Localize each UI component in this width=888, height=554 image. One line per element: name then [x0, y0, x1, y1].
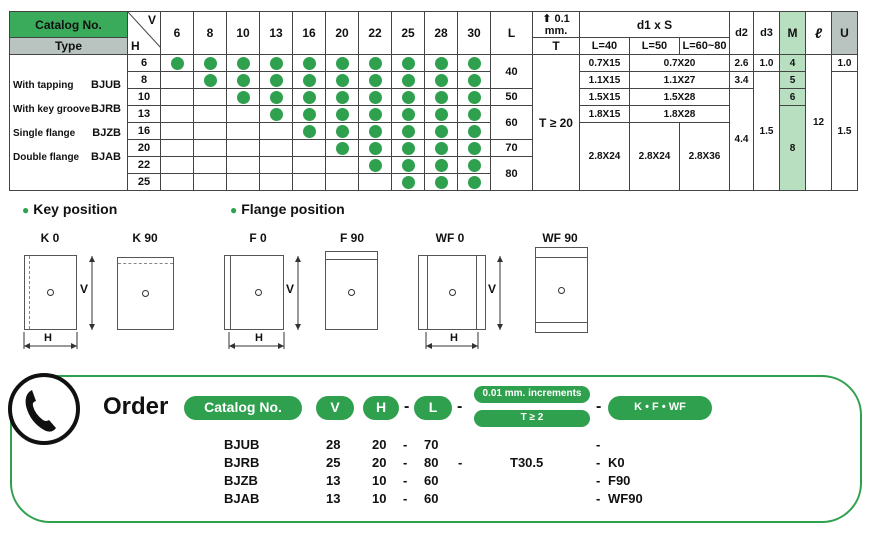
availability-cell: [326, 72, 359, 89]
u-value: 1.5: [832, 72, 858, 191]
available-dot-icon: [435, 125, 448, 138]
spec-table: [9, 11, 858, 191]
dimension-lines-f0: [224, 250, 314, 350]
type-row: [13, 97, 127, 121]
m-value: 6: [780, 89, 806, 106]
available-dot-icon: [303, 57, 316, 70]
hole-icon: [348, 289, 355, 296]
available-dot-icon: [303, 108, 316, 121]
availability-cell: [359, 55, 392, 72]
availability-cell: [293, 89, 326, 106]
label-f90: F 90: [339, 231, 364, 245]
available-dot-icon: [336, 125, 349, 138]
available-dot-icon: [204, 74, 217, 87]
l2-header: ℓ: [806, 12, 832, 55]
d1s-l50-80: 1.5X28: [630, 89, 730, 106]
u-header: U: [832, 12, 858, 55]
availability-cell: [425, 123, 458, 140]
order-t: T30.5: [510, 455, 544, 470]
availability-cell: [392, 140, 425, 157]
availability-cell: [161, 106, 194, 123]
v-col-header: 13: [260, 12, 293, 55]
availability-cell: [293, 123, 326, 140]
available-dot-icon: [369, 74, 382, 87]
pill-increments: 0.01 mm. increments: [474, 386, 590, 403]
dim-v-label: V: [286, 282, 295, 296]
availability-cell: [260, 89, 293, 106]
order-code: BJZB: [224, 473, 258, 488]
d2-value: 2.6: [730, 55, 754, 72]
availability-cell: [161, 174, 194, 191]
availability-cell: [227, 140, 260, 157]
hole-icon: [558, 287, 565, 294]
triangle-up-icon: ⬆: [542, 13, 552, 25]
available-dot-icon: [402, 159, 415, 172]
d3-value: 1.5: [754, 72, 780, 191]
availability-cell: [458, 140, 491, 157]
available-dot-icon: [270, 57, 283, 70]
availability-cell: [326, 140, 359, 157]
availability-cell: [293, 55, 326, 72]
dim-h-label: H: [255, 332, 263, 344]
availability-cell: [260, 72, 293, 89]
label-wf0: WF 0: [435, 231, 465, 245]
availability-cell: [194, 89, 227, 106]
label-wf90: WF 90: [542, 231, 578, 245]
d1s-col-header: L=40: [580, 38, 630, 55]
availability-cell: [293, 72, 326, 89]
availability-cell: [260, 106, 293, 123]
h-row-header: 16: [128, 123, 161, 140]
available-dot-icon: [468, 91, 481, 104]
availability-cell: [194, 140, 227, 157]
availability-cell: [293, 174, 326, 191]
available-dot-icon: [237, 91, 250, 104]
availability-cell: [458, 174, 491, 191]
l-value: 50: [491, 89, 533, 106]
availability-cell: [161, 89, 194, 106]
separator-dash: -: [403, 455, 408, 470]
order-position: K0: [608, 455, 625, 470]
v-col-header: 8: [194, 12, 227, 55]
dim-v-label: V: [80, 282, 89, 296]
available-dot-icon: [468, 57, 481, 70]
available-dot-icon: [237, 57, 250, 70]
availability-cell: [425, 89, 458, 106]
pill-h: H: [363, 396, 399, 420]
type-row: [13, 121, 127, 145]
available-dot-icon: [435, 159, 448, 172]
availability-cell: [161, 157, 194, 174]
availability-cell: [359, 174, 392, 191]
available-dot-icon: [402, 142, 415, 155]
l-value: 80: [491, 157, 533, 191]
availability-cell: [392, 89, 425, 106]
order-h: 20: [372, 455, 387, 470]
availability-cell: [458, 123, 491, 140]
bullet-icon: ●: [22, 203, 30, 217]
availability-cell: [161, 72, 194, 89]
d1s-l60-large: 2.8X36: [680, 123, 730, 191]
availability-cell: [458, 157, 491, 174]
h-label: H: [131, 39, 140, 53]
d3-header: d3: [754, 12, 780, 55]
pill-t: T ≥ 2: [474, 410, 590, 427]
h-row-header: 6: [128, 55, 161, 72]
m-header: M: [780, 12, 806, 55]
phone-icon: [5, 370, 83, 448]
availability-cell: [359, 140, 392, 157]
order-h: 20: [372, 437, 387, 452]
d1s-l40: 1.5X15: [580, 89, 630, 106]
d1s-l50-large: 2.8X24: [630, 123, 680, 191]
bullet-icon: ●: [230, 203, 238, 217]
available-dot-icon: [369, 159, 382, 172]
pill-l: L: [414, 396, 452, 420]
order-code: BJRB: [224, 455, 260, 470]
available-dot-icon: [435, 74, 448, 87]
availability-cell: [392, 55, 425, 72]
available-dot-icon: [204, 57, 217, 70]
availability-cell: [359, 89, 392, 106]
d1s-l40: 1.1X15: [580, 72, 630, 89]
available-dot-icon: [402, 74, 415, 87]
available-dot-icon: [402, 176, 415, 189]
available-dot-icon: [369, 57, 382, 70]
available-dot-icon: [468, 74, 481, 87]
l-value: 40: [491, 55, 533, 89]
pill-position: K • F • WF: [608, 396, 712, 420]
d1s-l40-large: 2.8X24: [580, 123, 630, 191]
type-name: With tapping: [13, 79, 74, 91]
diagram-k90: [117, 257, 174, 330]
availability-cell: [392, 157, 425, 174]
available-dot-icon: [369, 108, 382, 121]
separator-dash: -: [403, 437, 408, 452]
d1s-l50-80: 0.7X20: [630, 55, 730, 72]
d1s-col-header: L=50: [630, 38, 680, 55]
key-position-title: ● Key position: [22, 201, 118, 217]
t-value: T ≥ 20: [533, 55, 580, 191]
label-k0: K 0: [40, 231, 60, 245]
d1s-l50-80: 1.8X28: [630, 106, 730, 123]
available-dot-icon: [336, 108, 349, 121]
available-dot-icon: [336, 91, 349, 104]
flange-position-title: ● Flange position: [230, 201, 345, 217]
type-name: Double flange: [13, 151, 80, 163]
availability-cell: [227, 72, 260, 89]
v-label: V: [147, 13, 156, 27]
d3-value: 1.0: [754, 55, 780, 72]
available-dot-icon: [468, 176, 481, 189]
availability-cell: [458, 89, 491, 106]
availability-cell: [293, 157, 326, 174]
availability-cell: [425, 174, 458, 191]
h-row-header: 8: [128, 72, 161, 89]
dimension-lines-k0: [24, 250, 104, 350]
availability-cell: [260, 140, 293, 157]
available-dot-icon: [402, 91, 415, 104]
order-h: 10: [372, 491, 387, 506]
v-col-header: 25: [392, 12, 425, 55]
available-dot-icon: [468, 125, 481, 138]
order-code: BJUB: [224, 437, 260, 452]
d1s-col-header: L=60~80: [680, 38, 730, 55]
available-dot-icon: [303, 125, 316, 138]
pill-v: V: [316, 396, 354, 420]
type-code: BJUB: [91, 79, 121, 91]
available-dot-icon: [336, 142, 349, 155]
availability-cell: [194, 106, 227, 123]
availability-cell: [260, 157, 293, 174]
availability-cell: [425, 55, 458, 72]
available-dot-icon: [237, 74, 250, 87]
type-code: BJZB: [92, 127, 121, 139]
availability-cell: [194, 72, 227, 89]
l-value: 60: [491, 106, 533, 140]
h-row-header: 10: [128, 89, 161, 106]
availability-cell: [326, 174, 359, 191]
availability-cell: [392, 106, 425, 123]
availability-cell: [425, 140, 458, 157]
separator-dash: -: [596, 491, 601, 506]
availability-cell: [425, 106, 458, 123]
availability-cell: [260, 55, 293, 72]
d1s-l40: 0.7X15: [580, 55, 630, 72]
separator-dash: -: [404, 398, 410, 415]
available-dot-icon: [435, 91, 448, 104]
available-dot-icon: [402, 108, 415, 121]
availability-cell: [194, 157, 227, 174]
availability-cell: [260, 174, 293, 191]
available-dot-icon: [336, 74, 349, 87]
availability-cell: [227, 123, 260, 140]
availability-cell: [194, 174, 227, 191]
type-header: Type: [10, 38, 128, 55]
availability-cell: [359, 106, 392, 123]
diagram-f90: [325, 251, 378, 330]
v-col-header: 20: [326, 12, 359, 55]
l2-value: 12: [806, 55, 832, 191]
d1s-header: d1 x S: [580, 12, 730, 38]
available-dot-icon: [402, 125, 415, 138]
type-code: BJRB: [91, 103, 121, 115]
catalog-no-header: Catalog No.: [10, 12, 128, 38]
h-row-header: 22: [128, 157, 161, 174]
availability-cell: [161, 55, 194, 72]
availability-cell: [194, 123, 227, 140]
dim-v-label: V: [488, 282, 497, 296]
hole-icon: [142, 290, 149, 297]
availability-cell: [359, 123, 392, 140]
available-dot-icon: [402, 57, 415, 70]
order-position: F90: [608, 473, 631, 488]
type-name: Single flange: [13, 127, 76, 139]
available-dot-icon: [303, 91, 316, 104]
availability-cell: [227, 106, 260, 123]
availability-cell: [161, 140, 194, 157]
available-dot-icon: [270, 108, 283, 121]
availability-cell: [227, 157, 260, 174]
v-col-header: 30: [458, 12, 491, 55]
separator-dash: -: [596, 398, 602, 415]
h-row-header: 13: [128, 106, 161, 123]
separator-dash: -: [596, 473, 601, 488]
l-value: 70: [491, 140, 533, 157]
availability-cell: [392, 174, 425, 191]
t-increment-header: ⬆ 0.1 mm.: [533, 12, 580, 38]
d2-header: d2: [730, 12, 754, 55]
type-name: With key groove: [13, 103, 91, 115]
available-dot-icon: [336, 57, 349, 70]
availability-cell: [392, 72, 425, 89]
d2-value: 4.4: [730, 89, 754, 191]
availability-cell: [359, 72, 392, 89]
order-l: 80: [424, 455, 439, 470]
diagram-wf90: [535, 247, 588, 333]
availability-cell: [293, 106, 326, 123]
type-row: [13, 145, 127, 169]
v-col-header: 16: [293, 12, 326, 55]
availability-cell: [425, 72, 458, 89]
v-col-header: 22: [359, 12, 392, 55]
availability-cell: [425, 157, 458, 174]
availability-cell: [326, 55, 359, 72]
availability-cell: [194, 55, 227, 72]
available-dot-icon: [303, 74, 316, 87]
label-k90: K 90: [132, 231, 158, 245]
available-dot-icon: [435, 57, 448, 70]
available-dot-icon: [171, 57, 184, 70]
m-value: 8: [780, 106, 806, 191]
v-col-header: 6: [161, 12, 194, 55]
availability-cell: [326, 157, 359, 174]
v-col-header: 10: [227, 12, 260, 55]
v-col-header: 28: [425, 12, 458, 55]
available-dot-icon: [369, 125, 382, 138]
label-f0: F 0: [249, 231, 267, 245]
v-h-header: [128, 12, 161, 55]
available-dot-icon: [270, 91, 283, 104]
availability-cell: [392, 123, 425, 140]
order-v: 13: [326, 491, 341, 506]
order-title: Order: [103, 393, 169, 420]
m-value: 5: [780, 72, 806, 89]
separator-dash: -: [596, 437, 601, 452]
availability-cell: [227, 89, 260, 106]
order-v: 28: [326, 437, 341, 452]
dim-h-label: H: [450, 332, 458, 344]
d1s-l50-80: 1.1X27: [630, 72, 730, 89]
order-l: 70: [424, 437, 439, 452]
type-row: [13, 73, 127, 97]
available-dot-icon: [435, 108, 448, 121]
available-dot-icon: [369, 91, 382, 104]
availability-cell: [293, 140, 326, 157]
available-dot-icon: [435, 176, 448, 189]
availability-cell: [326, 123, 359, 140]
availability-cell: [458, 72, 491, 89]
availability-cell: [227, 174, 260, 191]
separator-dash: -: [403, 491, 408, 506]
order-code: BJAB: [224, 491, 260, 506]
d2-value: 3.4: [730, 72, 754, 89]
available-dot-icon: [468, 142, 481, 155]
type-list: [10, 55, 128, 191]
dimension-lines-wf0: [418, 250, 518, 350]
dim-h-label: H: [44, 332, 52, 344]
order-h: 10: [372, 473, 387, 488]
availability-cell: [458, 106, 491, 123]
availability-cell: [260, 123, 293, 140]
m-value: 4: [780, 55, 806, 72]
available-dot-icon: [435, 142, 448, 155]
available-dot-icon: [468, 159, 481, 172]
available-dot-icon: [270, 74, 283, 87]
type-code: BJAB: [91, 151, 121, 163]
separator-dash: -: [457, 398, 463, 415]
availability-cell: [227, 55, 260, 72]
h-row-header: 25: [128, 174, 161, 191]
availability-cell: [359, 157, 392, 174]
d1s-l40: 1.8X15: [580, 106, 630, 123]
available-dot-icon: [468, 108, 481, 121]
available-dot-icon: [369, 142, 382, 155]
availability-cell: [161, 123, 194, 140]
order-l: 60: [424, 473, 439, 488]
order-v: 13: [326, 473, 341, 488]
t-header: T: [533, 38, 580, 55]
separator-dash: -: [458, 455, 463, 470]
order-l: 60: [424, 491, 439, 506]
separator-dash: -: [403, 473, 408, 488]
order-position: WF90: [608, 491, 643, 506]
l-header: L: [491, 12, 533, 55]
separator-dash: -: [596, 455, 601, 470]
availability-cell: [326, 89, 359, 106]
availability-cell: [326, 106, 359, 123]
u-value: 1.0: [832, 55, 858, 72]
pill-catalog-no: Catalog No.: [184, 396, 302, 420]
order-v: 25: [326, 455, 341, 470]
h-row-header: 20: [128, 140, 161, 157]
availability-cell: [458, 55, 491, 72]
